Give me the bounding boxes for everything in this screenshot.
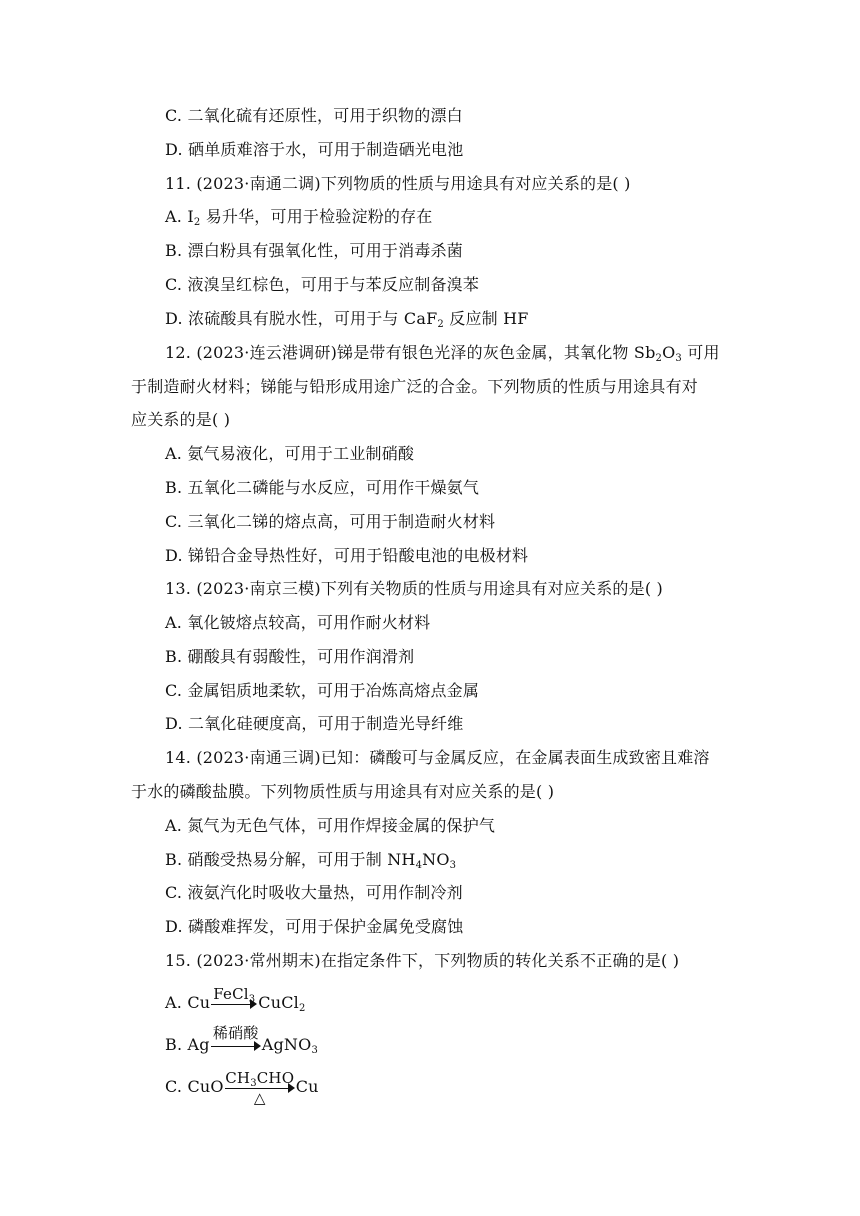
- text: A. 氮气为无色气体，可用作焊接金属的保护气: [165, 816, 496, 835]
- reactant: C. CuO: [165, 1077, 224, 1096]
- text: A. 氧化铍熔点较高，可用作耐火材料: [165, 613, 431, 632]
- reagent: [225, 1067, 295, 1089]
- text: C. 液氨汽化时吸收大量热，可用作制冷剂: [165, 883, 463, 902]
- q11-option-c: [165, 274, 479, 296]
- q15-option-c: [165, 1069, 319, 1107]
- text: C. 金属铝质地柔软，可用于冶炼高熔点金属: [165, 681, 480, 700]
- text: 易升华，可用于检验淀粉的存在: [200, 207, 433, 226]
- question-12-line-2: [131, 376, 698, 398]
- heat-condition: △: [253, 1089, 266, 1107]
- text: 反应制 HF: [443, 309, 529, 328]
- question-text: 15. (2023·常州期末)在指定条件下，下列物质的转化关系不正确的是( ): [165, 951, 680, 970]
- q14-option-d: [165, 916, 463, 938]
- product: CuCl: [258, 993, 299, 1012]
- text: 应关系的是( ): [131, 410, 231, 429]
- text: FeCl: [213, 985, 249, 1003]
- text: NO: [422, 850, 450, 869]
- reaction-arrow: [211, 985, 257, 1014]
- text: D. 锑铅合金导热性好，可用于铅酸电池的电极材料: [165, 546, 529, 565]
- q11-option-b: [165, 240, 463, 262]
- text: 于水的磷酸盐膜。下列物质性质与用途具有对应关系的是( ): [131, 782, 555, 801]
- subscript: 2: [299, 1003, 306, 1014]
- reaction-arrow: [211, 1024, 261, 1056]
- subscript: 2: [193, 217, 201, 228]
- text: 于制造耐火材料；锑能与铅形成用途广泛的合金。下列物质的性质与用途具有对: [131, 377, 699, 396]
- text: B. 漂白粉具有强氧化性，可用于消毒杀菌: [165, 241, 463, 260]
- reactant: B. Ag: [165, 1035, 210, 1054]
- product: Cu: [295, 1077, 319, 1096]
- question-text: 13. (2023·南京三模)下列有关物质的性质与用途具有对应关系的是( ): [165, 579, 663, 598]
- question-12-line-1: [165, 342, 720, 364]
- question-15: [165, 950, 679, 972]
- text: O: [662, 343, 676, 362]
- text: B. 五氧化二磷能与水反应，可用作干燥氨气: [165, 478, 480, 497]
- text: CHO: [256, 1069, 295, 1087]
- q12-option-a: [165, 443, 414, 465]
- q11-option-d: [165, 308, 529, 330]
- text: 12. (2023·连云港调研)锑是带有银色光泽的灰色金属，其氧化物 Sb: [165, 343, 656, 362]
- text: D. 浓硫酸具有脱水性，可用于与 CaF: [165, 309, 438, 328]
- q13-option-d: [165, 713, 463, 735]
- subscript: 3: [250, 1078, 257, 1089]
- text: B. 硼酸具有弱酸性，可用作润滑剂: [165, 647, 415, 666]
- q11-option-a: [165, 206, 433, 228]
- q12-option-d: [165, 545, 528, 567]
- q14-option-a: [165, 815, 495, 837]
- question-13: [165, 578, 663, 600]
- option-text: C. 二氧化硫有还原性，可用于织物的漂白: [165, 106, 463, 125]
- text: B. 硝酸受热易分解，可用于制 NH: [165, 850, 416, 869]
- subscript: 2: [437, 319, 444, 330]
- text: CH: [225, 1069, 251, 1087]
- subscript: 3: [248, 994, 256, 1005]
- question-11: [165, 173, 631, 195]
- subscript: 2: [655, 353, 663, 364]
- subscript: 4: [415, 860, 423, 871]
- question-12-line-3: [131, 409, 230, 431]
- text: D. 磷酸难挥发，可用于保护金属免受腐蚀: [165, 917, 464, 936]
- text: A. I: [165, 207, 194, 226]
- q13-option-a: [165, 612, 430, 634]
- text: 14. (2023·南通三调)已知：磷酸可与金属反应，在金属表面生成致密且难溶: [165, 748, 710, 767]
- reactant: A. Cu: [165, 993, 211, 1012]
- q12-option-b: [165, 477, 479, 499]
- subscript: 3: [675, 353, 682, 364]
- arrow-head-icon: [254, 1041, 261, 1051]
- text: C. 液溴呈红棕色，可用于与苯反应制备溴苯: [165, 275, 480, 294]
- question-14-line-2: [131, 781, 554, 803]
- q14-option-b: [165, 849, 456, 871]
- product: AgNO: [261, 1035, 312, 1054]
- reagent: 稀硝酸: [212, 1024, 259, 1042]
- text: D. 二氧化硅硬度高，可用于制造光导纤维: [165, 714, 464, 733]
- arrow-head-icon: [250, 999, 257, 1009]
- option-c-so2: [165, 105, 463, 127]
- arrow-shaft: [211, 1046, 255, 1047]
- question-text: 11. (2023·南通二调)下列物质的性质与用途具有对应关系的是( ): [165, 174, 631, 193]
- text: C. 三氧化二锑的熔点高，可用于制造耐火材料: [165, 512, 496, 531]
- text: A. 氨气易液化，可用于工业制硝酸: [165, 444, 415, 463]
- subscript: 3: [449, 860, 457, 871]
- q15-option-b: [165, 1024, 319, 1056]
- option-text: D. 硒单质难溶于水，可用于制造硒光电池: [165, 140, 464, 159]
- q15-option-a: [165, 985, 306, 1014]
- text: 可用: [681, 343, 720, 362]
- q14-option-c: [165, 882, 463, 904]
- option-d-selenium: [165, 139, 463, 161]
- arrow-shaft: [211, 1004, 251, 1005]
- subscript: 3: [311, 1045, 319, 1056]
- q12-option-c: [165, 511, 495, 533]
- reaction-arrow: [225, 1069, 295, 1107]
- question-14-line-1: [165, 747, 710, 769]
- q13-option-c: [165, 680, 479, 702]
- q13-option-b: [165, 646, 414, 668]
